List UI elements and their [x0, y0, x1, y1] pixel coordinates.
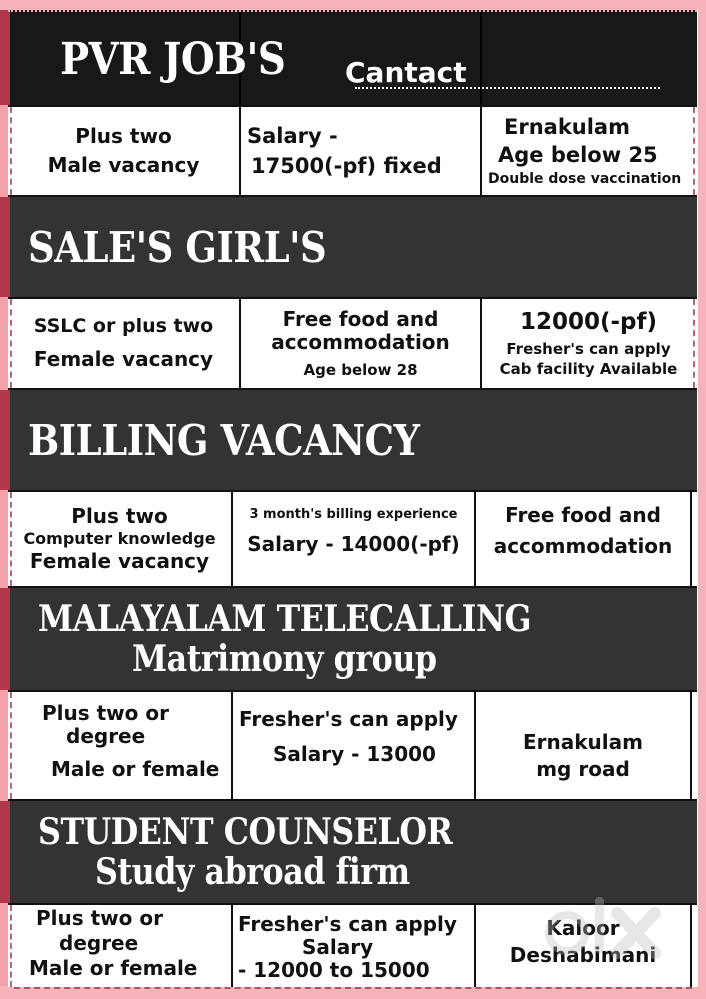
job-row-telecalling: [8, 690, 697, 801]
section-subheading: Matrimony group: [132, 638, 437, 680]
cell-text: Female vacancy: [29, 549, 210, 574]
section-heading: STUDENT COUNSELOR: [38, 811, 453, 853]
band-edge: [0, 801, 10, 903]
cell-details: [482, 107, 695, 195]
cell-text: Salary - 14000(-pf): [247, 531, 460, 556]
cell-text: Deshabimani: [509, 943, 657, 967]
cell-text: Cab facility Available: [499, 360, 678, 379]
cell-benefits: [476, 492, 690, 586]
bottom-dashed-border: [14, 987, 692, 989]
cell-text: accommodation: [493, 534, 673, 558]
cell-qualification: [8, 492, 231, 586]
cell-text: Double dose vaccination: [488, 171, 682, 188]
cell-text: Kaloor: [546, 916, 620, 940]
column-divider: [690, 692, 692, 799]
section-heading: MALAYALAM TELECALLING: [38, 598, 532, 640]
olx-watermark-icon: [545, 893, 670, 963]
cell-benefits: [241, 299, 480, 388]
column-divider: [690, 905, 692, 987]
cell-text: Male or female: [29, 956, 198, 980]
page-title: PVR JOB'S: [60, 34, 286, 85]
contact-blank-line: [355, 87, 660, 89]
cell-text: Male or female: [51, 757, 220, 781]
cell-text: mg road: [536, 756, 630, 781]
header-band-billing-vacancy: [8, 390, 697, 490]
column-divider: [690, 492, 692, 586]
cell-text: Fresher's can apply: [506, 339, 671, 358]
cell-text: 17500(-pf) fixed: [251, 154, 442, 178]
cell-text: degree: [66, 724, 146, 748]
cell-text: Male vacancy: [47, 153, 200, 177]
cell-text: Plus two: [71, 503, 168, 528]
header-band-sales-girls: [8, 197, 697, 297]
job-row-sales-girls: [8, 297, 697, 390]
band-edge: [0, 197, 10, 297]
contact-label: Cantact: [345, 56, 467, 89]
cell-salary: [241, 107, 480, 195]
cell-text: Ernakulam: [504, 114, 630, 139]
cell-experience-salary: [233, 492, 474, 586]
column-divider: [480, 10, 482, 105]
cell-salary: [482, 299, 695, 388]
cell-qualification: [8, 107, 239, 195]
cell-text: Age below 28: [303, 360, 418, 379]
cell-text: Plus two: [75, 124, 172, 148]
cell-location: [476, 692, 690, 799]
cell-salary: [233, 905, 474, 987]
cell-text: Free food and: [282, 306, 439, 331]
cell-qualification: [8, 905, 231, 987]
section-heading: SALE'S GIRL'S: [28, 223, 327, 272]
cell-qualification: [8, 299, 239, 388]
cell-text: accommodation: [271, 329, 450, 354]
job-row-pvr: [8, 105, 697, 197]
cell-text: Salary: [302, 935, 374, 959]
top-dotted-border: [8, 10, 697, 12]
cell-text: Age below 25: [498, 142, 658, 167]
job-row-billing: [8, 490, 697, 588]
header-band-malayalam-telecalling: [8, 588, 697, 690]
cell-qualification: [8, 692, 231, 799]
section-subheading: Study abroad firm: [95, 851, 410, 893]
section-heading: BILLING VACANCY: [28, 416, 420, 465]
cell-text: Ernakulam: [523, 729, 643, 754]
cell-text: Computer knowledge: [23, 528, 216, 548]
cell-text: 12000(-pf): [519, 308, 658, 335]
cell-text: degree: [59, 931, 139, 955]
cell-salary: [233, 692, 474, 799]
cell-text: Plus two or: [42, 701, 169, 725]
cell-text: Free food and: [505, 503, 661, 527]
cell-text: Fresher's can apply: [238, 912, 457, 936]
band-edge: [0, 390, 10, 490]
cell-text: - 12000 to 15000: [238, 958, 430, 982]
cell-text: Fresher's can apply: [239, 707, 458, 731]
cell-text: Salary - 13000: [273, 742, 436, 766]
header-band-student-counselor: [8, 801, 697, 903]
band-edge: [0, 10, 10, 105]
cell-text: Female vacancy: [33, 346, 214, 371]
cell-text: Salary -: [247, 123, 338, 148]
band-edge: [0, 588, 10, 690]
cell-text: Plus two or: [36, 906, 163, 930]
cell-text: SSLC or plus two: [33, 315, 214, 338]
cell-text: 3 month's billing experience: [249, 507, 458, 522]
